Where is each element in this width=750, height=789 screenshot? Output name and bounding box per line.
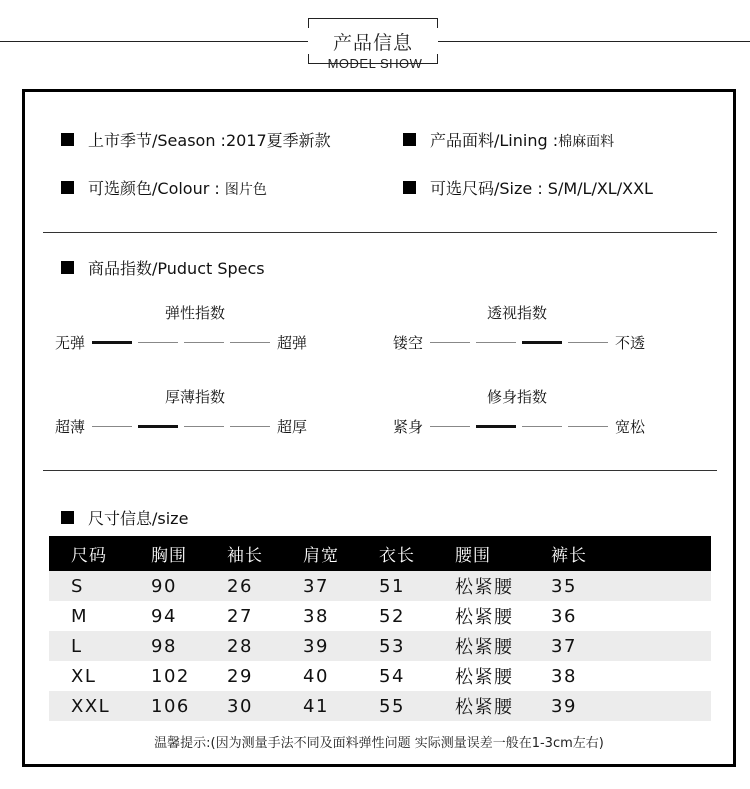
table-cell: 54 [379,665,405,687]
table-cell: 37 [281,571,357,601]
table-cell: 37 [529,631,711,661]
spec-segment [184,342,224,343]
table-cell: 35 [529,571,711,601]
table-cell: 106 [129,691,205,721]
table-cell: 28 [205,631,281,661]
bullet-square-icon [403,133,416,146]
size-table [49,536,711,721]
table-cell: S [49,571,129,601]
table-cell: 29 [227,665,253,687]
season-info: 上市季节/Season :2017夏季新款 [61,128,331,151]
table-cell: 52 [379,605,405,627]
table-cell: 51 [357,571,433,601]
specs-heading: 商品指数/Puduct Specs [61,256,265,279]
table-row [49,661,711,691]
lining-info: 产品面料/Lining :棉麻面料 [403,128,614,151]
spec-segment [476,425,516,428]
spec-segment [184,426,224,427]
table-header-cell: 胸围 [129,536,205,571]
spec-segment [430,426,470,427]
table-cell: 55 [357,691,433,721]
divider [43,470,717,471]
spec-segment [230,342,270,343]
table-cell: 松紧腰 [433,571,529,601]
table-cell: 38 [303,605,329,627]
table-cell: 松紧腰 [433,691,529,721]
page-title: 产品信息 [332,31,413,54]
table-cell: 40 [303,665,329,687]
spec-row-transparency: 镂空 不透 [393,334,646,352]
table-header-cell: 袖长 [205,536,281,571]
spec-segment [522,341,562,344]
bullet-square-icon [61,133,74,146]
table-cell: 90 [129,571,205,601]
table-cell: M [71,605,89,627]
spec-title: 修身指数 [486,388,547,406]
table-header-cell: 肩宽 [281,536,357,571]
table-cell: XXL [49,691,129,721]
size-table-heading: 尺寸信息/size [61,506,188,529]
table-cell: 39 [281,631,357,661]
table-cell: 26 [205,571,281,601]
table-cell: 98 [129,631,205,661]
measurement-tip: 温馨提示:(因为测量手法不同及面料弹性问题 实际测量误差一般在1-3cm左右) [154,736,604,751]
page-subtitle: MODEL SHOW [327,56,423,71]
bullet-square-icon [61,511,74,524]
table-cell: XL [71,665,97,687]
spec-segment [522,426,562,427]
spec-segment [568,342,608,343]
spec-title: 弹性指数 [164,304,225,322]
table-header-row [49,536,711,571]
table-header-cell: 衣长 [357,536,433,571]
bullet-square-icon [403,181,416,194]
size-info: 可选尺码/Size : S/M/L/XL/XXL [403,176,653,199]
spec-title: 厚薄指数 [164,388,225,406]
table-row [49,691,711,721]
spec-segment [430,342,470,343]
table-cell: 松紧腰 [433,631,529,661]
spec-segment [92,341,132,344]
colour-info: 可选颜色/Colour : 图片色 [61,176,267,199]
table-cell: 53 [357,631,433,661]
spec-segment [138,342,178,343]
table-cell: 39 [529,691,711,721]
table-cell: 27 [227,605,253,627]
spec-row-elasticity: 无弹 超弹 [55,334,308,352]
table-cell: 松紧腰 [455,607,514,628]
spec-segment [568,426,608,427]
product-info-frame [22,89,736,767]
table-header-cell: 尺码 [49,536,129,571]
bullet-square-icon [61,181,74,194]
table-header-cell: 腰围 [433,536,529,571]
header-rule-right [438,41,750,42]
table-cell: 94 [151,605,177,627]
spec-segment [138,425,178,428]
table-cell: 102 [151,665,190,687]
table-row [49,571,711,601]
bullet-square-icon [61,261,74,274]
table-cell: L [49,631,129,661]
table-row [49,601,711,631]
table-row [49,631,711,661]
spec-segment [230,426,270,427]
header-rule-left [0,41,308,42]
table-cell: 41 [281,691,357,721]
spec-row-fit: 紧身 宽松 [393,418,646,436]
table-cell: 30 [205,691,281,721]
table-header-cell: 裤长 [529,536,711,571]
divider [43,232,717,233]
table-cell: 38 [551,665,577,687]
table-cell: 松紧腰 [455,667,514,688]
table-cell: 36 [551,605,577,627]
spec-title: 透视指数 [486,304,547,322]
spec-segment [92,426,132,427]
spec-segment [476,342,516,343]
spec-row-thickness: 超薄 超厚 [55,418,308,436]
